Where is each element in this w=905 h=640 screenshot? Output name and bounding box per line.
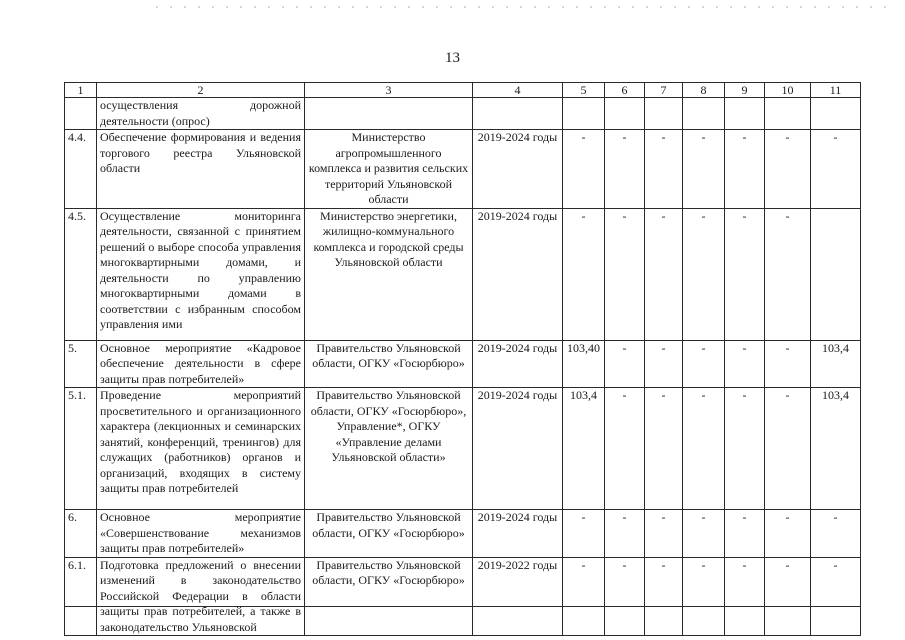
period-cell: 2019-2024 годы [473, 130, 563, 209]
funding-value-cell [811, 98, 861, 130]
table-row [65, 557, 861, 636]
column-number: 5 [563, 83, 605, 98]
funding-value-cell [645, 98, 683, 130]
executor-cell: Правительство Ульяновской области, ОГКУ «Госюрбюро» [305, 340, 473, 388]
funding-value-cell: - [683, 510, 725, 558]
table-row [65, 510, 861, 558]
column-number: 11 [811, 83, 861, 98]
funding-value-cell: - [811, 510, 861, 558]
funding-value-cell [811, 208, 861, 340]
funding-value-cell: - [725, 130, 765, 209]
funding-value-cell: 103,4 [811, 340, 861, 388]
table-row [65, 208, 861, 340]
table-row [65, 388, 861, 510]
funding-value-cell [563, 98, 605, 130]
scan-artifact [150, 6, 890, 8]
activity-name: Основное мероприятие «Совершенствование механизмов защиты прав потребителей» [97, 510, 305, 558]
funding-value-cell: 103,4 [811, 388, 861, 510]
row-number: 5. [65, 340, 97, 388]
row-number: 4.4. [65, 130, 97, 209]
period-cell: 2019-2024 годы [473, 510, 563, 558]
funding-value-cell: - [645, 340, 683, 388]
funding-value-cell: - [563, 510, 605, 558]
funding-value-cell: - [645, 388, 683, 510]
funding-value-cell: - [725, 510, 765, 558]
funding-value-cell: - [605, 208, 645, 340]
funding-value-cell: - [683, 130, 725, 209]
column-number: 4 [473, 83, 563, 98]
column-number: 2 [97, 83, 305, 98]
funding-value-cell: - [563, 208, 605, 340]
table-row [65, 130, 861, 209]
period-cell: 2019-2024 годы [473, 388, 563, 510]
activity-name: Подготовка предложений о внесении изменений в законодательство Российской Федерации в области защиты прав потребителей, а также в законодательство Ульяновской [97, 557, 305, 636]
funding-value-cell: - [645, 130, 683, 209]
activity-name: Обеспечение формирования и ведения торгового реестра Ульяновской области [97, 130, 305, 209]
column-number: 7 [645, 83, 683, 98]
funding-value-cell: - [645, 557, 683, 636]
funding-value-cell: - [683, 208, 725, 340]
row-number: 6.1. [65, 557, 97, 636]
funding-value-cell: - [683, 388, 725, 510]
funding-value-cell [725, 98, 765, 130]
funding-value-cell: - [765, 340, 811, 388]
funding-value-cell [683, 98, 725, 130]
funding-value-cell: - [605, 510, 645, 558]
column-number: 6 [605, 83, 645, 98]
column-numbers-row [65, 83, 861, 98]
executor-cell: Правительство Ульяновской области, ОГКУ «Госюрбюро», Управление*, ОГКУ «Управление делами Ульяновской области» [305, 388, 473, 510]
period-cell: 2019-2024 годы [473, 208, 563, 340]
column-number: 1 [65, 83, 97, 98]
executor-cell: Министерство агропромышленного комплекса и развития сельских территорий Ульяновской области [305, 130, 473, 209]
funding-value-cell: - [765, 388, 811, 510]
funding-value-cell: - [765, 208, 811, 340]
column-number: 9 [725, 83, 765, 98]
table-row [65, 340, 861, 388]
executor-cell: Правительство Ульяновской области, ОГКУ «Госюрбюро» [305, 510, 473, 558]
funding-value-cell: - [765, 130, 811, 209]
funding-value-cell: 103,40 [563, 340, 605, 388]
funding-value-cell: - [725, 557, 765, 636]
funding-value-cell [765, 98, 811, 130]
funding-value-cell: - [811, 557, 861, 636]
funding-value-cell: - [605, 557, 645, 636]
executor-cell: Правительство Ульяновской области, ОГКУ «Госюрбюро» [305, 557, 473, 636]
row-number: 5.1. [65, 388, 97, 510]
activity-name: Основное мероприятие «Кадровое обеспечение деятельности в сфере защиты прав потребителей» [97, 340, 305, 388]
period-cell: 2019-2022 годы [473, 557, 563, 636]
funding-value-cell: - [645, 208, 683, 340]
executor-cell [305, 98, 473, 130]
column-number: 8 [683, 83, 725, 98]
activity-name: Проведение мероприятий просветительного и организационного характера (лекционных и семинарских занятий, конференций, тренингов) для служащих (работников) органов и организаций, входящих в систему защиты прав потребителей [97, 388, 305, 510]
funding-value-cell: - [605, 388, 645, 510]
funding-value-cell: - [683, 340, 725, 388]
funding-value-cell: - [605, 130, 645, 209]
executor-cell: Министерство энергетики, жилищно-коммунального комплекса и городской среды Ульяновской области [305, 208, 473, 340]
funding-value-cell: - [725, 340, 765, 388]
funding-value-cell: - [765, 510, 811, 558]
funding-value-cell: - [765, 557, 811, 636]
row-number [65, 98, 97, 130]
funding-value-cell: - [725, 388, 765, 510]
funding-value-cell [605, 98, 645, 130]
row-number: 4.5. [65, 208, 97, 340]
page-number: 13 [445, 50, 460, 66]
activities-table [64, 82, 861, 636]
column-number: 10 [765, 83, 811, 98]
funding-value-cell: 103,4 [563, 388, 605, 510]
activity-name: Осуществление мониторинга деятельности, связанной с принятием решений о выборе способа управления многоквартирными домами, и деятельности по управлению многоквартирными домами в соответствии с избранным способом управления ими [97, 208, 305, 340]
funding-value-cell: - [605, 340, 645, 388]
funding-value-cell: - [683, 557, 725, 636]
period-cell [473, 98, 563, 130]
column-number: 3 [305, 83, 473, 98]
funding-value-cell: - [645, 510, 683, 558]
table-bottom-edge [64, 606, 860, 607]
funding-value-cell: - [725, 208, 765, 340]
funding-value-cell: - [563, 557, 605, 636]
period-cell: 2019-2024 годы [473, 340, 563, 388]
funding-value-cell: - [811, 130, 861, 209]
funding-value-cell: - [563, 130, 605, 209]
row-number: 6. [65, 510, 97, 558]
activity-name: осуществления дорожной деятельности (опрос) [97, 98, 305, 130]
table-row [65, 98, 861, 130]
